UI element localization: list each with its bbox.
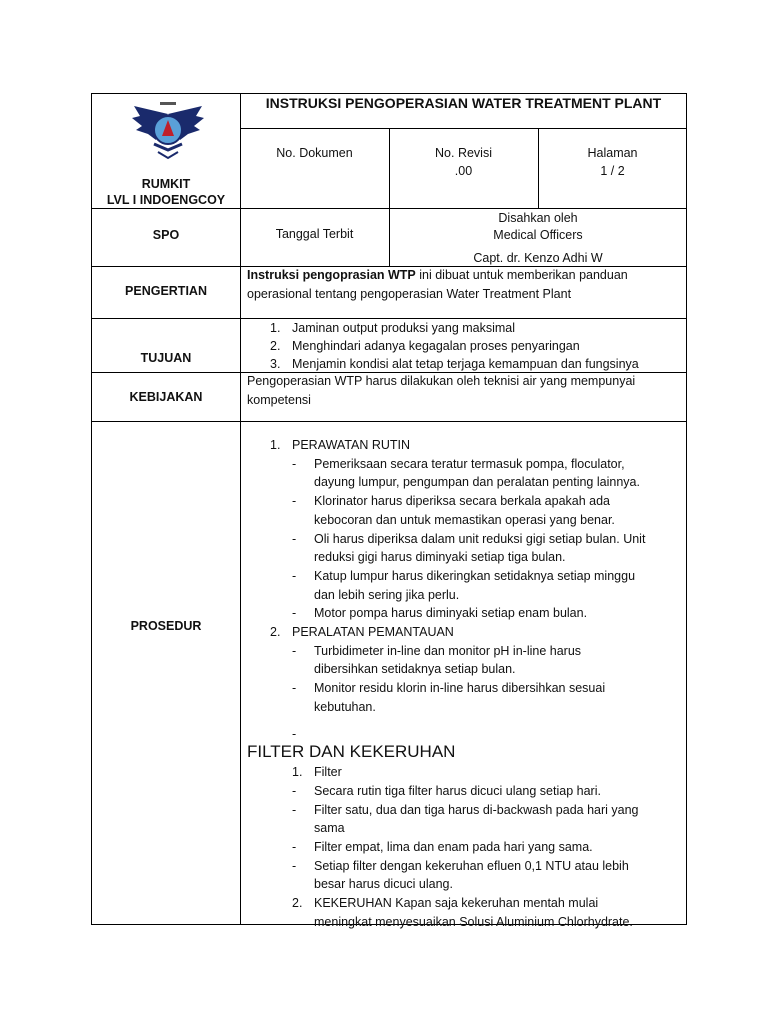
section-heading: 1. PERAWATAN RUTIN [270,438,411,452]
halaman-label: Halaman [587,146,638,160]
divider [92,421,687,422]
document-title: INSTRUKSI PENGOPERASIAN WATER TREATMENT PLANT [265,95,662,111]
tujuan-label: TUJUAN [140,351,192,365]
pengertian-rest: ini dibuat untuk memberikan panduan [415,268,628,282]
list-item: - Katup lumpur harus dikeringkan setidaknya setiap minggu dan lebih sering jika perlu. [292,568,636,602]
section-heading: 1. Filter [292,765,342,780]
list-item: - Setiap filter dengan kekeruhan efluen 0,1 NTU atau lebih besar harus dicuci ulang. [292,858,629,892]
section-heading: 2. PERALATAN PEMANTAUAN [270,625,454,640]
halaman-value: 1 / 2 [600,164,625,178]
list-item: 2. Menghindari adanya kegagalan proses penyaringan [270,339,580,353]
tujuan-list [270,319,686,373]
list-item: - Turbidimeter in-line dan monitor pH in-line harus dibersihkan setidaknya setiap bulan. [292,643,582,677]
list-item: 1. Jaminan output produksi yang maksimal [270,321,516,335]
perawatan-list [270,455,686,623]
kebijakan-label: KEBIJAKAN [129,390,203,404]
section-heading: 2. KEKERUHAN Kapan saja kekeruhan mentah mulai meningkat menyesuaikan Solusi Aluminium Chlorhydrate. [292,896,633,929]
org-name: RUMKIT [141,177,191,191]
list-item: - Monitor residu klorin in-line harus dibersihkan sesuai kebutuhan. [292,681,606,714]
pengertian-bold: Instruksi pengoprasian WTP [247,268,416,282]
list-item: - Filter empat, lima dan enam pada hari yang sama. [292,840,593,855]
no-dokumen-label: No. Dokumen [276,146,353,160]
divider [240,128,687,129]
list-item: - Secara rutin tiga filter harus dicuci ulang setiap hari. [292,783,601,798]
no-revisi-label: No. Revisi [435,146,492,160]
org-unit: LVL I INDOENGCOY [106,193,226,207]
list-item: - Pemeriksaan secara teratur termasuk pompa, floculator, dayung lumpur, pengumpan dan peralatan penting lainnya. [292,456,640,490]
pengertian-line2: operasional tentang pengoperasian Water Treatment Plant [247,287,572,301]
pemantauan-list [270,642,686,717]
prosedur-label: PROSEDUR [130,619,202,633]
rumkit-emblem-logo [128,100,208,168]
filter-list [270,782,686,894]
tanggal-terbit-label: Tanggal Terbit [275,227,354,241]
pengertian-label: PENGERTIAN [125,284,207,298]
disahkan-name: Capt. dr. Kenzo Adhi W [473,251,603,265]
list-item: - Oli harus diperiksa dalam unit reduksi gigi setiap bulan. Unit reduksi gigi harus diminyaki setiap tiga bulan. [292,531,646,565]
disahkan-office: Medical Officers [493,228,583,242]
filter-heading: FILTER DAN KEKERUHAN [247,742,456,762]
list-item: - Filter satu, dua dan tiga harus di-backwash pada hari yang sama [292,802,639,836]
list-item: - Motor pompa harus diminyaki setiap enam bulan. [292,606,588,621]
kebijakan-text: Pengoperasian WTP harus dilakukan oleh teknisi air yang mempunyai kompetensi [247,374,636,407]
list-item: 3. Menjamin kondisi alat tetap terjaga kemampuan dan fungsinya [270,357,639,371]
pengertian-text [247,266,687,304]
list-item: - Klorinator harus diperiksa secara berkala apakah ada kebocoran dan untuk memastikan operasi yang benar. [292,494,615,527]
empty-bullet: - [292,726,297,741]
spo-label: SPO [152,228,180,242]
divider [240,94,241,925]
disahkan-label: Disahkan oleh [498,211,578,225]
sop-document [91,93,687,929]
prosedur-content [247,436,686,932]
no-revisi-value: .00 [454,164,473,178]
